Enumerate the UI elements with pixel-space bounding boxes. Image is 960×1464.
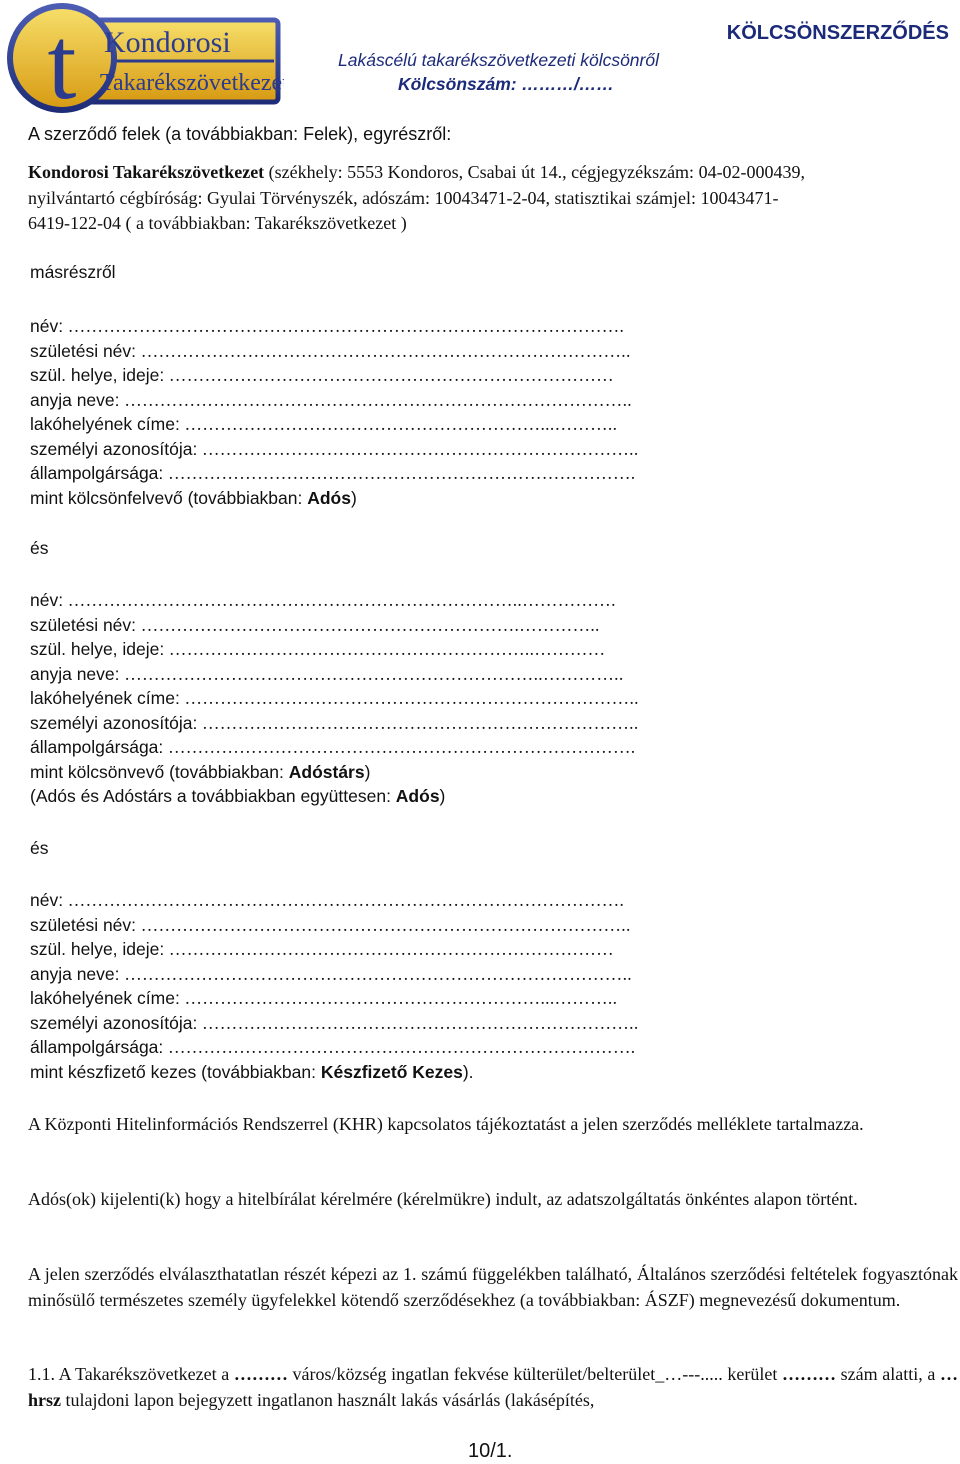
person1-name-row — [30, 314, 639, 339]
field-label: szül. helye, ideje: — [30, 939, 165, 959]
note-prefix: (Adós és Adóstárs a továbbiakban együttesen: — [30, 786, 396, 806]
field-label: állampolgársága: — [30, 463, 164, 483]
field-blank: ……………………………………………………………..………….. — [119, 663, 624, 684]
field-blank: ………………………………………………………………………….. — [119, 389, 632, 410]
person2-note — [30, 784, 639, 809]
clause-blank-city: ……… — [233, 1364, 288, 1384]
company-logo — [4, 2, 284, 118]
field-blank: ……………………………………………………………………. — [163, 463, 636, 483]
field-blank: ……………………………………………………...……….. — [179, 988, 618, 1008]
person2-birthplace-row — [30, 637, 639, 662]
field-blank: ………………………………………………………………… — [164, 939, 614, 959]
field-label: anyja neve: — [30, 963, 120, 984]
bank-details — [28, 160, 958, 237]
role-suffix: ) — [364, 761, 371, 782]
aszf-paragraph: A jelen szerződés elválaszthatatlan részét képezi az 1. számú függelékben található, Általános szerződési feltételek fogyasztónak minősülő természetes személy ügyfelekkel kötendő szerződésekhez (a továbbiakban: ÁSZF) megnevezésű dokumentum. — [28, 1264, 958, 1310]
field-blank: ……………………………………………………...……….. — [179, 414, 618, 434]
clause-text: város/község ingatlan fekvése külterület/belterület_…---..... kerület — [287, 1364, 782, 1384]
field-label: állampolgársága: — [30, 1037, 164, 1057]
role-term: Adós — [307, 487, 351, 508]
field-label: név: — [30, 890, 64, 910]
field-blank: …………………………………………………………………………………. — [63, 316, 625, 336]
role-term: Adóstárs — [288, 761, 365, 782]
field-blank: ………………………………………………………………….. — [179, 688, 639, 708]
clause-hrsz-term: hrsz — [28, 1389, 61, 1410]
loan-number: Kölcsönszám: ………/…… — [398, 74, 614, 94]
note-suffix: ) — [439, 786, 446, 806]
role-suffix: ) — [350, 487, 357, 508]
clause-blank-hrsz: … — [940, 1364, 958, 1384]
field-label: lakóhelyének címe: — [30, 988, 180, 1008]
field-blank: ……………………………………………………………………. — [163, 1037, 636, 1057]
person1-address-row — [30, 412, 639, 437]
bank-line3: 6419-122-04 ( a továbbiakban: Takarékszövetkezet ) — [28, 213, 407, 233]
field-label: személyi azonosítója: — [30, 712, 198, 733]
field-label: szül. helye, ideje: — [30, 639, 165, 659]
field-label: anyja neve: — [30, 663, 120, 684]
document-title: KÖLCSÖNSZERZŐDÉS — [726, 22, 949, 44]
person1-role — [30, 486, 639, 511]
bank-name: Kondorosi Takarékszövetkezet — [28, 162, 265, 182]
clause-number: 1.1. — [28, 1364, 55, 1384]
note-term: Adós — [395, 786, 440, 806]
data-provision-paragraph: Adós(ok) kijelenti(k) hogy a hitelbírálat kérelmére (kérelmükre) indult, az adatszolgáltatás önkéntes alapon történt. — [28, 1189, 858, 1209]
person1-block — [30, 314, 639, 510]
logo-graphic — [4, 2, 284, 118]
field-label: személyi azonosítója: — [30, 1012, 198, 1033]
person3-name-row — [30, 888, 639, 913]
clause-1-1 — [28, 1362, 958, 1413]
role-term: Készfizető Kezes — [320, 1061, 463, 1082]
field-blank: ……………………………………………………….………….. — [136, 614, 600, 635]
person3-address-row — [30, 986, 639, 1011]
person3-birthplace-row — [30, 937, 639, 962]
person3-citizenship-row — [30, 1035, 639, 1060]
khr-paragraph: A Központi Hitelinformációs Rendszerrel (KHR) kapcsolatos tájékoztatást a jelen szerződés melléklete tartalmazza. — [28, 1114, 864, 1134]
person2-block — [30, 588, 639, 809]
field-blank: …………………………………………………………………………………. — [63, 890, 625, 910]
person1-mother-row — [30, 388, 639, 413]
clause-text: tulajdoni lapon bejegyzett ingatlanon használt lakás vásárlás (lakásépítés, — [61, 1389, 595, 1410]
field-blank: …………………………………………………………………..……………. — [63, 590, 616, 610]
person3-birthname-row — [30, 913, 639, 938]
person2-id-row — [30, 711, 639, 736]
logo-line2: Takarékszövetkezet — [100, 70, 284, 96]
clause-blank-number: ……… — [782, 1364, 836, 1384]
person2-birthname-row — [30, 613, 639, 638]
person3-role — [30, 1060, 639, 1085]
document-subtitle: Lakáscélú takarékszövetkezeti kölcsönről — [338, 50, 659, 70]
role-prefix: mint készfizető kezes (továbbiakban: — [30, 1061, 321, 1082]
field-blank: ………………………………………………………………… — [164, 365, 614, 385]
field-label: lakóhelyének címe: — [30, 688, 180, 708]
person3-block — [30, 888, 639, 1084]
field-label: születési név: — [30, 340, 137, 361]
field-label: születési név: — [30, 614, 137, 635]
person2-role — [30, 760, 639, 785]
field-blank: ……………………………………………………………….. — [197, 438, 639, 459]
logo-letter: t — [47, 6, 77, 118]
person1-birthname-row — [30, 339, 639, 364]
field-blank: ……………………………………………………………………….. — [136, 914, 631, 935]
bank-line1-rest: (székhely: 5553 Kondoros, Csabai út 14., cégjegyzékszám: 04-02-000439, — [264, 162, 806, 182]
field-blank: ………………………………………………………………………….. — [119, 963, 632, 984]
masreszrol-label: másrészről — [30, 262, 116, 282]
role-prefix: mint kölcsönfelvevő (továbbiakban: — [30, 487, 308, 508]
field-blank: ……………………………………………………..………… — [164, 639, 606, 659]
person2-name-row — [30, 588, 639, 613]
page-number: 10/1. — [468, 1440, 513, 1462]
person3-mother-row — [30, 962, 639, 987]
field-label: születési név: — [30, 914, 137, 935]
field-label: név: — [30, 316, 64, 336]
field-blank: ……………………………………………………………………….. — [136, 340, 631, 361]
bank-line2: nyilvántartó cégbíróság: Gyulai Törvényszék, adószám: 10043471-2-04, statisztikai számjel: 10043471- — [28, 187, 779, 208]
person3-id-row — [30, 1011, 639, 1036]
role-suffix: ). — [462, 1061, 474, 1082]
and-separator-2: és — [30, 838, 49, 858]
field-label: szül. helye, ideje: — [30, 365, 165, 385]
person1-citizenship-row — [30, 461, 639, 486]
clause-text: A Takarékszövetkezet a — [55, 1364, 234, 1384]
person1-id-row — [30, 437, 639, 462]
person1-birthplace-row — [30, 363, 639, 388]
field-label: lakóhelyének címe: — [30, 414, 180, 434]
field-blank: ……………………………………………………………….. — [197, 1012, 639, 1033]
person2-citizenship-row — [30, 735, 639, 760]
and-separator-1: és — [30, 538, 49, 558]
field-label: anyja neve: — [30, 389, 120, 410]
field-label: név: — [30, 590, 64, 610]
logo-line1: Kondorosi — [104, 26, 231, 59]
field-blank: ……………………………………………………………….. — [197, 712, 639, 733]
clause-text: szám alatti, a — [836, 1364, 940, 1384]
field-label: személyi azonosítója: — [30, 438, 198, 459]
field-blank: ……………………………………………………………………. — [163, 737, 636, 757]
person2-address-row — [30, 686, 639, 711]
field-label: állampolgársága: — [30, 737, 164, 757]
person2-mother-row — [30, 662, 639, 687]
role-prefix: mint kölcsönvevő (továbbiakban: — [30, 761, 289, 782]
bank-line1 — [28, 160, 958, 186]
intro-text: A szerződő felek (a továbbiakban: Felek), egyrészről: — [28, 124, 452, 144]
